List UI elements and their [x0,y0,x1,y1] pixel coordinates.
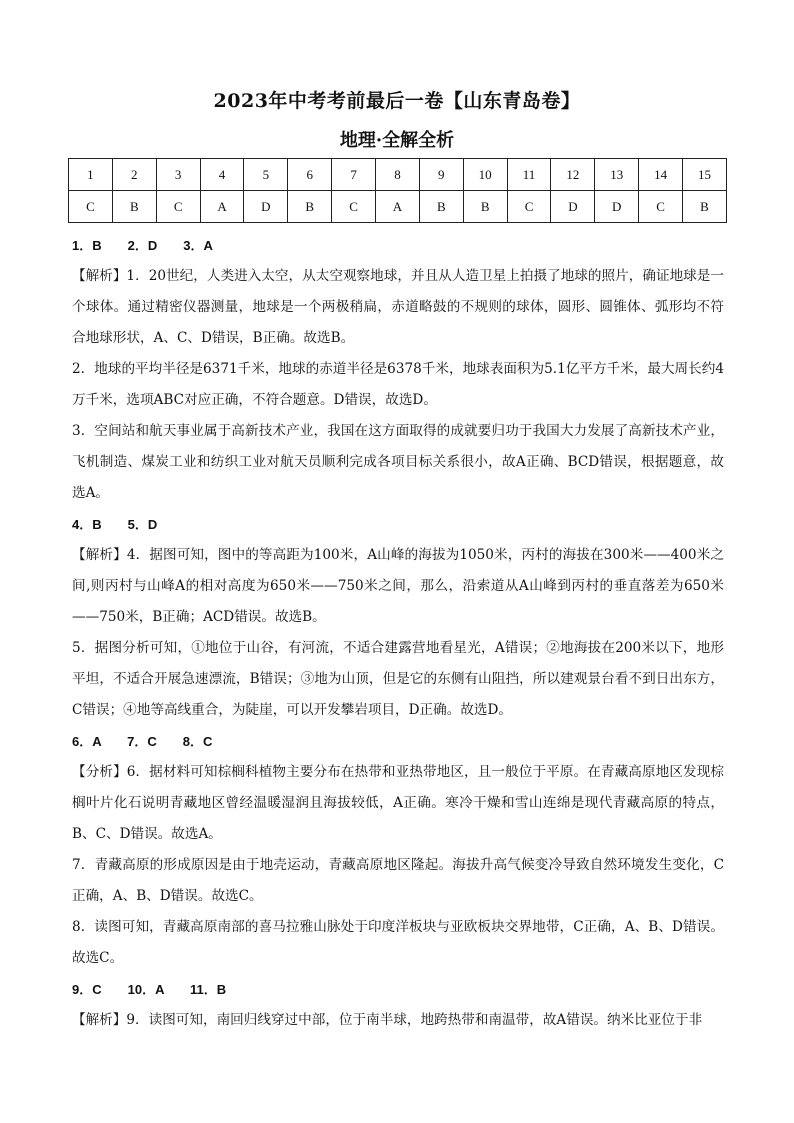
solution-text [72,230,724,1036]
question-number-cell: 13 [595,159,639,191]
question-number-cell: 6 [288,159,332,191]
question-number-cell: 7 [332,159,376,191]
explanation-q3: 3．空间站和航天事业属于高新技术产业，我国在这方面取得的成就要归功于我国大力发展了高新技术产业，飞机制造、煤炭工业和纺织工业对航天员顺利完成各项目标关系很小，故A正确、BCD错误，根据题意，故选A。 [72,423,724,501]
answer-table-number-row [69,159,727,191]
answer-cell: D [595,191,639,223]
answer-cell: C [69,191,113,223]
answer-cell: C [156,191,200,223]
answer-cell: A [200,191,244,223]
question-number-cell: 10 [463,159,507,191]
question-number-cell: 5 [244,159,288,191]
answer-cell: D [244,191,288,223]
answer-cell: A [376,191,420,223]
answer-cell: B [419,191,463,223]
question-number-cell: 4 [200,159,244,191]
answer-cell: D [551,191,595,223]
question-number-cell: 9 [419,159,463,191]
explanation-q7: 7．青藏高原的形成原因是由于地壳运动，青藏高原地区隆起。海拔升高气候变冷导致自然环境发生变化，C正确，A、B、D错误。故选C。 [72,857,724,904]
question-number-cell: 2 [112,159,156,191]
answer-cell: C [507,191,551,223]
answer-group-4-5: 4．B 5．D [72,517,158,532]
explanation-q2: 2．地球的平均半径是6371千米，地球的赤道半径是6378千米，地球表面积为5.1亿平方千米，最大周长约4万千米，选项ABC对应正确，不符合题意。D错误，故选D。 [72,361,724,408]
answer-cell: C [639,191,683,223]
explanation-q8: 8．读图可知，青藏高原南部的喜马拉雅山脉处于印度洋板块与亚欧板块交界地带，C正确，A、B、D错误。故选C。 [72,919,724,966]
question-number-cell: 1 [69,159,113,191]
explanation-q4: 【解析】4．据图可知，图中的等高距为100米，A山峰的海拔为1050米，丙村的海拔在300米——400米之间,则丙村与山峰A的相对高度为650米——750米之间，那么，沿索道从A山峰到丙村的垂直落差为650米——750米，B正确；ACD错误。故选B。 [72,547,724,625]
question-number-cell: 11 [507,159,551,191]
explanation-q5: 5．据图分析可知，①地位于山谷，有河流，不适合建露营地看星光，A错误；②地海拔在200米以下，地形平坦，不适合开展急速漂流，B错误；③地为山顶，但是它的东侧有山阻挡，所以建观景台看不到日出东方，C错误；④地等高线重合，为陡崖，可以开发攀岩项目，D正确。故选D。 [72,640,724,718]
answer-cell: B [683,191,727,223]
explanation-q9: 【解析】9．读图可知，南回归线穿过中部，位于南半球，地跨热带和南温带，故A错误。纳米比亚位于非 [72,1012,703,1028]
answer-group-9-11: 9．C 10．A 11．B [72,982,227,997]
explanation-q1: 【解析】1．20世纪，人类进入太空，从太空观察地球，并且从人造卫星上拍摄了地球的照片，确证地球是一个球体。通过精密仪器测量，地球是一个两极稍扁，赤道略鼓的不规则的球体，圆形、圆锥体、弧形均不符合地球形状，A、C、D错误，B正确。故选B。 [72,268,724,346]
question-number-cell: 12 [551,159,595,191]
document-title: 2023年中考考前最后一卷【山东青岛卷】 [213,90,581,112]
answer-cell: B [112,191,156,223]
question-number-cell: 3 [156,159,200,191]
answer-cell: B [288,191,332,223]
answer-cell: C [332,191,376,223]
question-number-cell: 15 [683,159,727,191]
answer-cell: B [463,191,507,223]
question-number-cell: 8 [376,159,420,191]
answer-table-answer-row [69,191,727,223]
question-number-cell: 14 [639,159,683,191]
answer-table [68,158,727,223]
document-subtitle: 地理·全解全析 [339,130,455,151]
answer-group-6-8: 6．A 7．C 8．C [72,734,213,749]
explanation-q6: 【分析】6．据材料可知棕榈科植物主要分布在热带和亚热带地区，且一般位于平原。在青藏高原地区发现棕榈叶片化石说明青藏地区曾经温暖湿润且海拔较低，A正确。寒冷干燥和雪山连绵是现代青藏高原的特点，B、C、D错误。故选A。 [72,764,724,842]
answer-group-1-3: 1．B 2．D 3．A [72,238,213,253]
